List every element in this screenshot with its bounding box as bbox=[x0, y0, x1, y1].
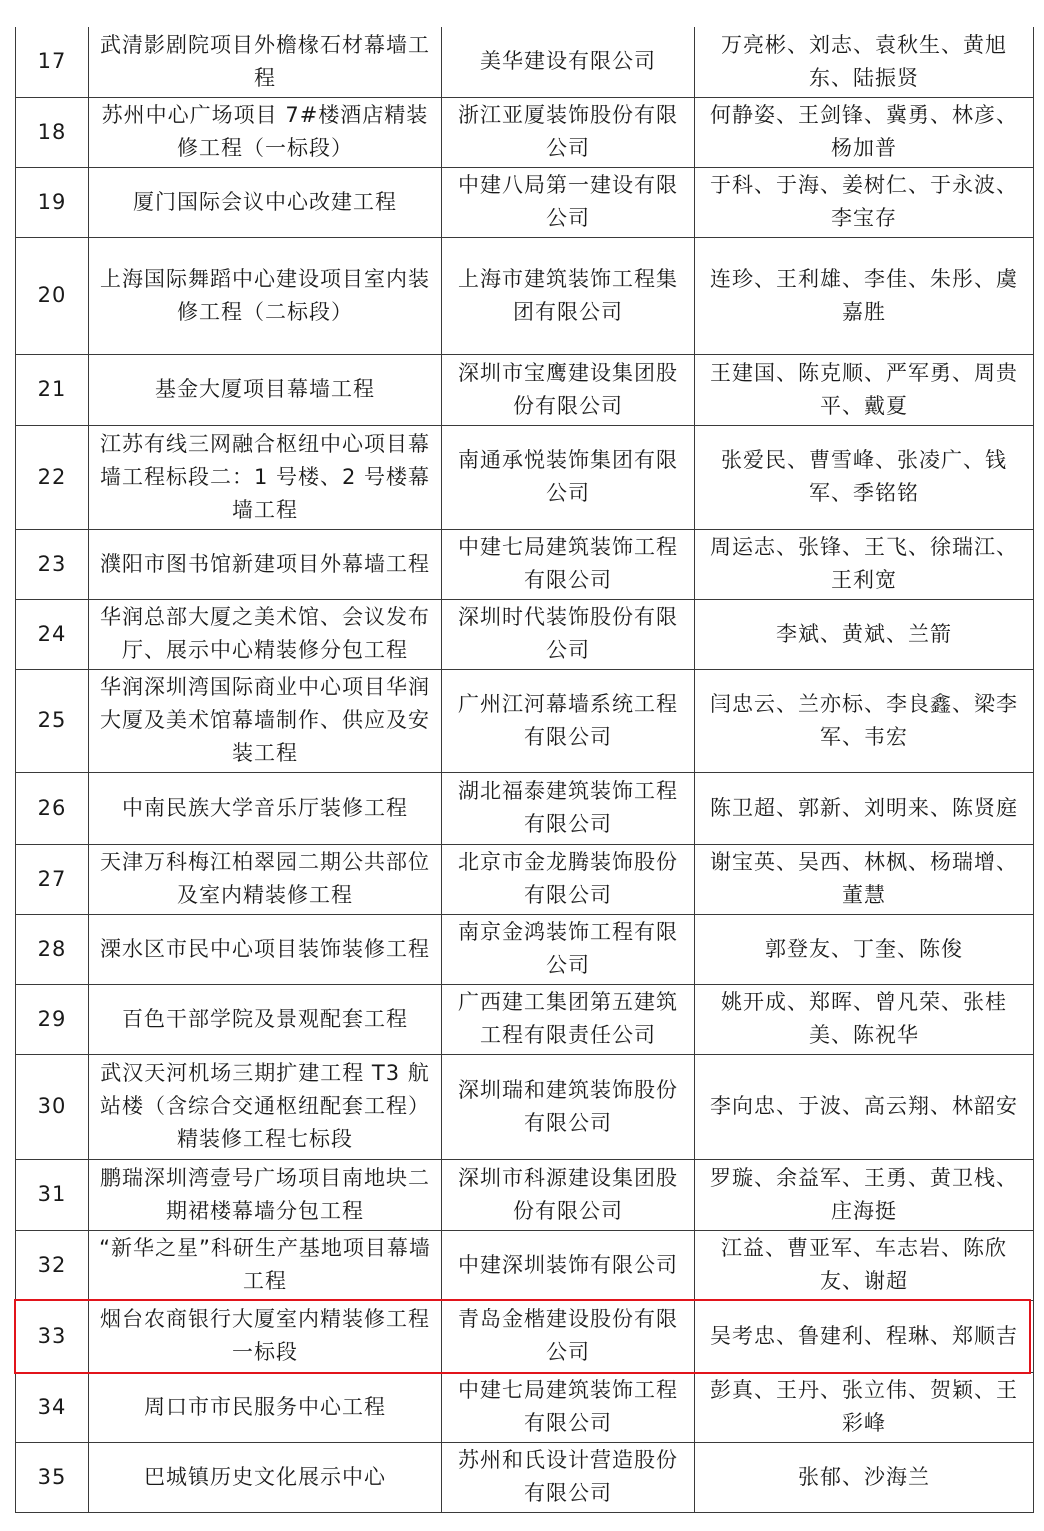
team-members: 罗璇、余益军、王勇、黄卫栈、庄海挺 bbox=[695, 1159, 1034, 1230]
table-row bbox=[16, 1442, 1034, 1512]
row-number: 35 bbox=[16, 1442, 89, 1512]
table-row bbox=[16, 669, 1034, 772]
table-row bbox=[16, 844, 1034, 914]
table-row bbox=[16, 529, 1034, 599]
project-name: 濮阳市图书馆新建项目外幕墙工程 bbox=[89, 529, 442, 599]
table-row bbox=[16, 984, 1034, 1054]
team-members: 张郁、沙海兰 bbox=[695, 1442, 1034, 1512]
table-row bbox=[16, 1054, 1034, 1159]
row-number: 31 bbox=[16, 1159, 89, 1230]
company-name: 深圳瑞和建筑装饰股份有限公司 bbox=[442, 1054, 695, 1159]
row-number: 22 bbox=[16, 425, 89, 529]
company-name: 中建深圳装饰有限公司 bbox=[442, 1230, 695, 1300]
project-name: 基金大厦项目幕墙工程 bbox=[89, 354, 442, 425]
company-name: 中建七局建筑装饰工程有限公司 bbox=[442, 529, 695, 599]
company-name: 浙江亚厦装饰股份有限公司 bbox=[442, 97, 695, 167]
row-number: 24 bbox=[16, 599, 89, 669]
team-members: 谢宝英、吴西、林枫、杨瑞增、董慧 bbox=[695, 844, 1034, 914]
row-number: 25 bbox=[16, 669, 89, 772]
project-name: 溧水区市民中心项目装饰装修工程 bbox=[89, 914, 442, 984]
team-members: 姚开成、郑晖、曾凡荣、张桂美、陈祝华 bbox=[695, 984, 1034, 1054]
company-name: 美华建设有限公司 bbox=[442, 27, 695, 97]
project-name: “新华之星”科研生产基地项目幕墙工程 bbox=[89, 1230, 442, 1300]
team-members: 李向忠、于波、高云翔、林韶安 bbox=[695, 1054, 1034, 1159]
team-members: 连珍、王利雄、李佳、朱彤、虞嘉胜 bbox=[695, 237, 1034, 354]
company-name: 青岛金楷建设股份有限公司 bbox=[442, 1300, 695, 1372]
row-number: 32 bbox=[16, 1230, 89, 1300]
table-row bbox=[16, 772, 1034, 844]
row-number: 28 bbox=[16, 914, 89, 984]
team-members: 郭登友、丁奎、陈俊 bbox=[695, 914, 1034, 984]
project-name: 巴城镇历史文化展示中心 bbox=[89, 1442, 442, 1512]
project-name: 华润总部大厦之美术馆、会议发布厅、展示中心精装修分包工程 bbox=[89, 599, 442, 669]
company-name: 广西建工集团第五建筑工程有限责任公司 bbox=[442, 984, 695, 1054]
team-members: 周运志、张锋、王飞、徐瑞江、王利宽 bbox=[695, 529, 1034, 599]
project-name: 厦门国际会议中心改建工程 bbox=[89, 167, 442, 237]
table-row bbox=[16, 1372, 1034, 1442]
project-name: 周口市市民服务中心工程 bbox=[89, 1372, 442, 1442]
project-name: 百色干部学院及景观配套工程 bbox=[89, 984, 442, 1054]
team-members: 于科、于海、姜树仁、于永波、李宝存 bbox=[695, 167, 1034, 237]
table-row bbox=[16, 425, 1034, 529]
awards-table bbox=[15, 27, 1034, 1513]
row-number: 26 bbox=[16, 772, 89, 844]
team-members: 吴考忠、鲁建利、程琳、郑顺吉 bbox=[695, 1300, 1034, 1372]
row-number: 34 bbox=[16, 1372, 89, 1442]
row-number: 20 bbox=[16, 237, 89, 354]
team-members: 何静姿、王剑锋、冀勇、林彦、杨加普 bbox=[695, 97, 1034, 167]
company-name: 中建八局第一建设有限公司 bbox=[442, 167, 695, 237]
team-members: 彭真、王丹、张立伟、贺颖、王彩峰 bbox=[695, 1372, 1034, 1442]
company-name: 深圳市宝鹰建设集团股份有限公司 bbox=[442, 354, 695, 425]
table-row bbox=[16, 914, 1034, 984]
project-name: 江苏有线三网融合枢纽中心项目幕墙工程标段二：1 号楼、2 号楼幕墙工程 bbox=[89, 425, 442, 529]
table-row bbox=[16, 97, 1034, 167]
table-row bbox=[16, 167, 1034, 237]
team-members: 王建国、陈克顺、严军勇、周贵平、戴夏 bbox=[695, 354, 1034, 425]
project-name: 华润深圳湾国际商业中心项目华润大厦及美术馆幕墙制作、供应及安装工程 bbox=[89, 669, 442, 772]
table-row bbox=[16, 27, 1034, 97]
row-number: 30 bbox=[16, 1054, 89, 1159]
row-number: 18 bbox=[16, 97, 89, 167]
team-members: 闫忠云、兰亦标、李良鑫、梁李军、韦宏 bbox=[695, 669, 1034, 772]
project-name: 上海国际舞蹈中心建设项目室内装修工程（二标段） bbox=[89, 237, 442, 354]
company-name: 深圳市科源建设集团股份有限公司 bbox=[442, 1159, 695, 1230]
company-name: 苏州和氏设计营造股份有限公司 bbox=[442, 1442, 695, 1512]
row-number: 23 bbox=[16, 529, 89, 599]
table-row-highlighted bbox=[16, 1300, 1034, 1372]
company-name: 广州江河幕墙系统工程有限公司 bbox=[442, 669, 695, 772]
table-row bbox=[16, 1230, 1034, 1300]
table-row bbox=[16, 1159, 1034, 1230]
project-name: 中南民族大学音乐厅装修工程 bbox=[89, 772, 442, 844]
row-number: 27 bbox=[16, 844, 89, 914]
project-name: 武清影剧院项目外檐椽石材幕墙工程 bbox=[89, 27, 442, 97]
row-number: 33 bbox=[16, 1300, 89, 1372]
company-name: 上海市建筑装饰工程集团有限公司 bbox=[442, 237, 695, 354]
team-members: 万亮彬、刘志、袁秋生、黄旭东、陆振贤 bbox=[695, 27, 1034, 97]
project-name: 苏州中心广场项目 7#楼酒店精装修工程（一标段） bbox=[89, 97, 442, 167]
table-row bbox=[16, 354, 1034, 425]
company-name: 南京金鸿装饰工程有限公司 bbox=[442, 914, 695, 984]
project-name: 天津万科梅江柏翠园二期公共部位及室内精装修工程 bbox=[89, 844, 442, 914]
team-members: 陈卫超、郭新、刘明来、陈贤庭 bbox=[695, 772, 1034, 844]
team-members: 李斌、黄斌、兰箭 bbox=[695, 599, 1034, 669]
company-name: 北京市金龙腾装饰股份有限公司 bbox=[442, 844, 695, 914]
project-name: 鹏瑞深圳湾壹号广场项目南地块二期裙楼幕墙分包工程 bbox=[89, 1159, 442, 1230]
row-number: 17 bbox=[16, 27, 89, 97]
row-number: 21 bbox=[16, 354, 89, 425]
project-name: 武汉天河机场三期扩建工程 T3 航站楼（含综合交通枢纽配套工程）精装修工程七标段 bbox=[89, 1054, 442, 1159]
team-members: 江益、曹亚军、车志岩、陈欣友、谢超 bbox=[695, 1230, 1034, 1300]
project-name: 烟台农商银行大厦室内精装修工程一标段 bbox=[89, 1300, 442, 1372]
company-name: 中建七局建筑装饰工程有限公司 bbox=[442, 1372, 695, 1442]
table-row bbox=[16, 237, 1034, 354]
row-number: 29 bbox=[16, 984, 89, 1054]
company-name: 湖北福泰建筑装饰工程有限公司 bbox=[442, 772, 695, 844]
company-name: 深圳时代装饰股份有限公司 bbox=[442, 599, 695, 669]
row-number: 19 bbox=[16, 167, 89, 237]
table-row bbox=[16, 599, 1034, 669]
company-name: 南通承悦装饰集团有限公司 bbox=[442, 425, 695, 529]
team-members: 张爱民、曹雪峰、张凌广、钱军、季铭铭 bbox=[695, 425, 1034, 529]
